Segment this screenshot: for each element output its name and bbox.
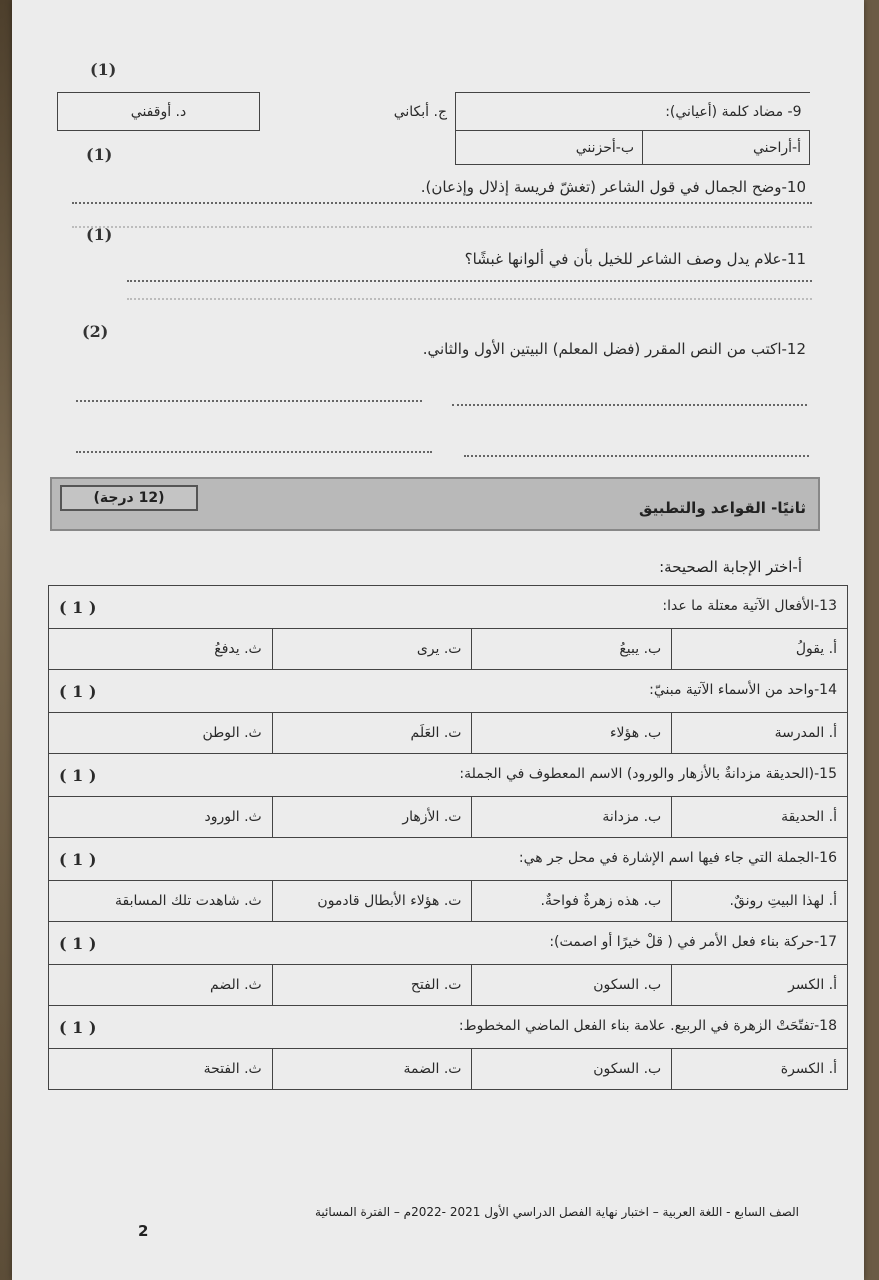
section-title: ثانيًا- القواعد والتطبيق [639, 499, 806, 517]
mcq-table [48, 585, 848, 1090]
question-mark: ( 1 ) [59, 681, 97, 701]
options-row [49, 965, 848, 1006]
question-mark: ( 1 ) [59, 765, 97, 785]
answer-line [127, 280, 812, 282]
q9-option-d: د. أوقفني [58, 93, 260, 131]
option-b: ب. هذه زهرةٌ فواحةٌ. [472, 881, 672, 922]
question-row [49, 754, 848, 797]
answer-line [452, 404, 807, 406]
answer-line [72, 226, 812, 228]
question-text: 13-الأفعال الآتية معتلة ما عدا: [662, 597, 837, 614]
section-score: (12 درجة) [60, 485, 198, 511]
options-row [49, 881, 848, 922]
question-text: 16-الجملة التي جاء فيها اسم الإشارة في محل جر هي: [518, 849, 837, 866]
option-c: ت. هؤلاء الأبطال قادمون [272, 881, 472, 922]
options-row [49, 629, 848, 670]
q12-question: 12-اكتب من النص المقرر (فضل المعلم) البيتين الأول والثاني. [422, 340, 806, 358]
option-a: أ. الكسر [672, 965, 848, 1006]
page-number: 2 [138, 1222, 149, 1240]
option-a: أ. يقولُ [672, 629, 848, 670]
option-d: ث. الفتحة [49, 1049, 273, 1090]
q10-question: 10-وضح الجمال في قول الشاعر (تغشّ فريسة إذلال وإذعان). [420, 178, 806, 196]
option-d: ث. الورود [49, 797, 273, 838]
option-b: ب. مزدانة [472, 797, 672, 838]
option-c: ت. يرى [272, 629, 472, 670]
question-text: 15-(الحديقة مزدانةٌ بالأزهار والورود) الاسم المعطوف في الجملة: [459, 765, 837, 782]
q9-option-c: ج. أبكاني [260, 93, 456, 131]
option-b: ب. السكون [472, 1049, 672, 1090]
option-d: ث. يدفعُ [49, 629, 273, 670]
option-a: أ. لهذا البيتِ رونقٌ. [672, 881, 848, 922]
q11-question: 11-علام يدل وصف الشاعر للخيل بأن في ألوانها غبشًا؟ [464, 250, 806, 268]
option-a: أ. الحديقة [672, 797, 848, 838]
question-mark: ( 1 ) [59, 933, 97, 953]
question-row [49, 922, 848, 965]
answer-line [76, 451, 432, 453]
question-text: 14-واحد من الأسماء الآتية مبنيّ: [649, 681, 837, 698]
option-c: ت. الفتح [272, 965, 472, 1006]
options-row [49, 713, 848, 754]
option-c: ت. العَلَم [272, 713, 472, 754]
question-row [49, 838, 848, 881]
option-d: ث. الضم [49, 965, 273, 1006]
score-mark: (1) [90, 60, 117, 79]
question-row [49, 670, 848, 713]
options-row [49, 797, 848, 838]
option-a: أ. الكسرة [672, 1049, 848, 1090]
option-d: ث. شاهدت تلك المسابقة [49, 881, 273, 922]
options-row [49, 1049, 848, 1090]
q9-option-a: أ-أراحني [643, 131, 810, 165]
score-mark: (1) [86, 145, 113, 164]
answer-line [127, 298, 812, 300]
question-mark: ( 1 ) [59, 1017, 97, 1037]
question-row [49, 1006, 848, 1049]
section-header [50, 477, 820, 531]
question-mark: ( 1 ) [59, 597, 97, 617]
answer-line [72, 202, 812, 204]
score-mark: (2) [82, 322, 109, 341]
q9-option-b: ب-أحزنني [456, 131, 643, 165]
question-text: 17-حركة بناء فعل الأمر في ( قلْ خيرًا أو اصمت): [549, 933, 837, 950]
question-mark: ( 1 ) [59, 849, 97, 869]
option-b: ب. هؤلاء [472, 713, 672, 754]
question-text: 18-تفتّحَتْ الزهرة في الربيع. علامة بناء الفعل الماضي المخطوط: [458, 1017, 837, 1034]
option-c: ت. الأزهار [272, 797, 472, 838]
score-mark: (1) [86, 225, 113, 244]
option-a: أ. المدرسة [672, 713, 848, 754]
option-b: ب. يبيعُ [472, 629, 672, 670]
q9-question: 9- مضاد كلمة (أعياني): [456, 93, 810, 131]
instruction: أ-اختر الإجابة الصحيحة: [659, 558, 802, 576]
q9-table [57, 92, 810, 165]
option-d: ث. الوطن [49, 713, 273, 754]
answer-line [76, 400, 422, 402]
question-row [49, 586, 848, 629]
exam-page [12, 0, 864, 1280]
page-footer: الصف السابع - اللغة العربية – اختبار نهاية الفصل الدراسي الأول 2021 -2022م – الفترة المسائية [314, 1205, 800, 1219]
option-c: ت. الضمة [272, 1049, 472, 1090]
option-b: ب. السكون [472, 965, 672, 1006]
answer-line [464, 455, 809, 457]
